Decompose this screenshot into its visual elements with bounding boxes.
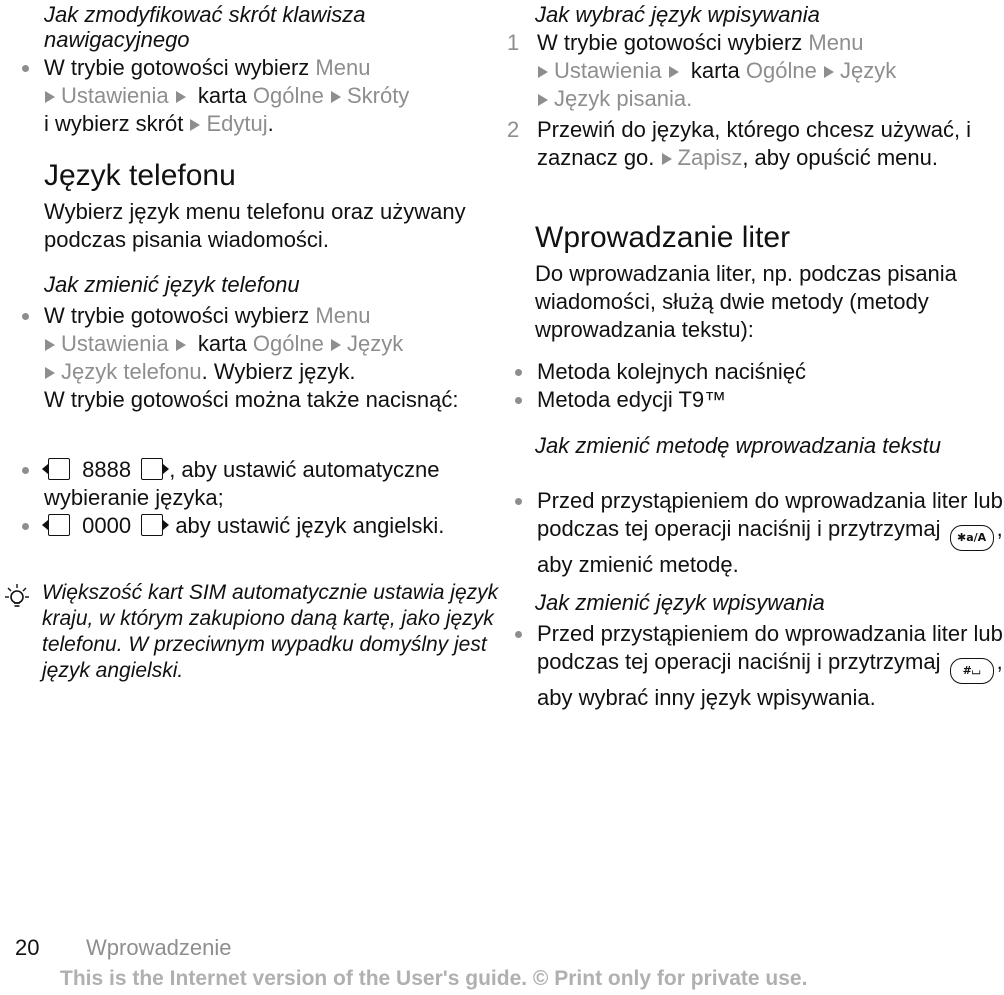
bullet-dot	[22, 313, 29, 320]
bullet-dot	[22, 523, 29, 530]
bullet-dot	[515, 631, 522, 638]
section-heading: Jak zmienić język wpisywania	[535, 590, 825, 615]
footer-note: This is the Internet version of the User's guide. © Print only for private use.	[60, 967, 808, 990]
bullet-dot	[22, 65, 29, 72]
menu-arrow-icon	[331, 91, 341, 103]
list-item: W trybie gotowości wybierz Menu Ustawienia karta Ogólne Skróty i wybierz skrót Edytuj.	[0, 54, 524, 138]
list-item: Przed przystąpieniem do wprowadzania liter lub podczas tej operacji naciśnij i przytrzymaj ✱a/A , aby zmienić metodę.	[493, 487, 1004, 579]
menu-arrow-icon	[662, 153, 672, 165]
list-item: W trybie gotowości wybierz Menu Ustawienia karta Ogólne Język Język telefonu. Wybierz język. W trybie gotowości można także nacisnąć:	[0, 302, 524, 414]
section-heading: Jak zmienić metodę wprowadzania tekstu	[535, 433, 941, 458]
paragraph: Do wprowadzania liter, np. podczas pisania wiadomości, służą dwie metody (metody wprowadzania tekstu):	[535, 261, 957, 342]
list-item: Metoda kolejnych naciśnięć	[493, 358, 1004, 386]
menu-arrow-icon	[669, 66, 679, 78]
list-item: Przed przystąpieniem do wprowadzania liter lub podczas tej operacji naciśnij i przytrzymaj #⌴ , aby wybrać inny język wpisywania.	[493, 620, 1004, 712]
right-softkey-icon	[141, 458, 163, 480]
list-item: 8888 , aby ustawić automatyczne wybieranie języka;	[0, 456, 524, 512]
menu-arrow-icon	[824, 66, 834, 78]
right-softkey-icon	[141, 514, 163, 536]
menu-arrow-icon	[538, 66, 548, 78]
menu-arrow-icon	[331, 339, 341, 351]
section-title: Wprowadzanie liter	[535, 221, 791, 254]
menu-arrow-icon	[45, 91, 55, 103]
list-item: 2 Przewiń do języka, którego chcesz używać, i zaznacz go. Zapisz, aby opuścić menu.	[507, 117, 972, 170]
menu-arrow-icon	[45, 367, 55, 379]
bullet-dot	[22, 467, 29, 474]
page-number: 20	[15, 935, 40, 960]
list-item: Metoda edycji T9™	[493, 386, 1004, 414]
menu-arrow-icon	[190, 119, 200, 131]
section-heading: Jak wybrać język wpisywania	[535, 2, 820, 27]
lightbulb-tip-icon	[2, 582, 32, 614]
section-heading: Jak zmodyfikować skrót klawisza nawigacyjnego	[44, 2, 366, 52]
paragraph: Wybierz język menu telefonu oraz używany podczas pisania wiadomości.	[44, 199, 466, 252]
section-title: Język telefonu	[44, 159, 236, 192]
section-heading: Jak zmienić język telefonu	[44, 272, 300, 297]
bullet-dot	[515, 369, 522, 376]
list-item: 1 W trybie gotowości wybierz Menu Ustawienia karta Ogólne Język Język pisania.	[507, 30, 897, 111]
star-key-icon: ✱a/A	[950, 525, 994, 551]
menu-arrow-icon	[176, 91, 186, 103]
menu-arrow-icon	[45, 339, 55, 351]
bullet-dot	[515, 397, 522, 404]
hash-key-icon: #⌴	[950, 658, 994, 684]
menu-arrow-icon	[176, 339, 186, 351]
menu-arrow-icon	[538, 94, 548, 106]
bullet-dot	[515, 498, 522, 505]
section-name: Wprowadzenie	[86, 935, 232, 960]
left-softkey-icon	[48, 514, 70, 536]
list-item: 0000 aby ustawić język angielski.	[0, 512, 524, 540]
tip-note: Większość kart SIM automatycznie ustawia język kraju, w którym zakupiono daną kartę, jako język telefonu. W przeciwnym wypadku domyślny jest język angielski.	[0, 580, 507, 684]
left-softkey-icon	[48, 458, 70, 480]
